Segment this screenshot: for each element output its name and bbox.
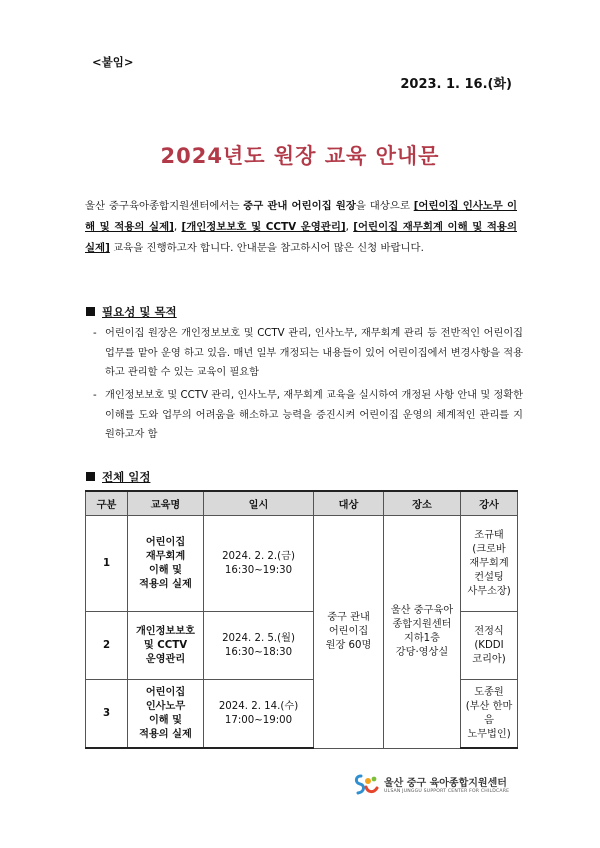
course-name: 개인정보보호 및 CCTV 운영관리 — [128, 612, 204, 680]
column-header: 교육명 — [128, 491, 204, 516]
column-header: 강사 — [461, 491, 518, 516]
organization-logo — [352, 771, 522, 801]
attachment-label: <붙임> — [92, 55, 134, 69]
course-name: 어린이집 인사노무 이해 및 적용의 실제 — [128, 680, 204, 749]
organization-name: 울산 중구 육아종합지원센터 — [384, 778, 507, 789]
intro-paragraph: 울산 중구육아종합지원센터에서는 중구 관내 어린이집 원장을 대상으로 [어린이집 인사노무 이해 및 적용의 실제], [개인정보보호 및 CCTV 운영관리], [어린이집 재무회계 이해 및 적용의 실제] 교육을 진행하고자 합니다. 안내문을 참고하시어 많은 신청 바랍니다. — [85, 200, 517, 254]
course-place: 울산 중구육아 종합지원센터 지하1층 강당·영상실 — [384, 516, 461, 749]
square-bullet-icon — [86, 307, 95, 316]
column-header: 장소 — [384, 491, 461, 516]
purpose-bullet: - 어린이집 원장은 개인정보보호 및 CCTV 관리, 인사노무, 재무회계 관리 등 전반적인 어린이집 업무를 맡아 운영 하고 있음. 매년 일부 개정되는 내용들이 있어 어린이집에서 변경사항을 적용하고 관리할 수 있는 교육이 필요함 — [93, 328, 523, 378]
childcare-center-logo-icon — [352, 773, 380, 797]
square-bullet-icon — [86, 472, 95, 481]
purpose-bullet: - 개인정보보호 및 CCTV 관리, 인사노무, 재무회계 교육을 실시하여 개정된 사항 안내 및 정확한 이해를 도와 업무의 어려움을 해소하고 능력을 증진시켜 어린이집 운영의 체계적인 관리를 지원하고자 함 — [93, 390, 523, 440]
row-number: 3 — [86, 680, 128, 749]
column-header: 대상 — [314, 491, 384, 516]
document-title: 2024년도 원장 교육 안내문 — [160, 144, 440, 168]
schedule-table — [85, 490, 518, 749]
column-header: 구분 — [86, 491, 128, 516]
course-instructor: 도종원 (부산 한마음 노무법인) — [461, 680, 518, 749]
document-date: 2023. 1. 16.(화) — [400, 77, 512, 92]
course-datetime: 2024. 2. 5.(월) 16:30~18:30 — [204, 612, 314, 680]
table-header-row — [86, 491, 518, 516]
course-instructor: 조규태 (크로바 재무회계 컨설팅 사무소장) — [461, 516, 518, 612]
section-heading-purpose: 필요성 및 목적 — [86, 304, 177, 320]
course-datetime: 2024. 2. 14.(수) 17:00~19:00 — [204, 680, 314, 749]
course-instructor: 전정식 (KDDI 코리아) — [461, 612, 518, 680]
row-number: 1 — [86, 516, 128, 612]
row-number: 2 — [86, 612, 128, 680]
organization-name-en: ULSAN JUNGGU SUPPORT CENTER FOR CHILDCARE — [384, 789, 510, 794]
table-row — [86, 516, 518, 612]
course-name: 어린이집 재무회계 이해 및 적용의 실제 — [128, 516, 204, 612]
column-header: 일시 — [204, 491, 314, 516]
section-heading-schedule: 전체 일정 — [86, 469, 150, 485]
course-target: 중구 관내 어린이집 원장 60명 — [314, 516, 384, 749]
course-datetime: 2024. 2. 2.(금) 16:30~19:30 — [204, 516, 314, 612]
